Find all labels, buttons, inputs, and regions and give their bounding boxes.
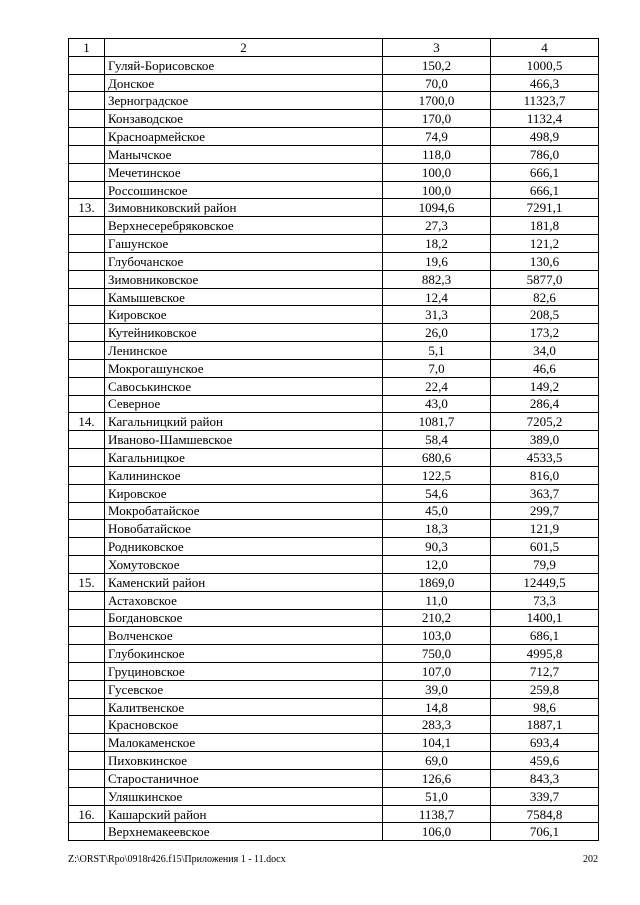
row-number <box>69 92 105 110</box>
table-row <box>69 431 599 449</box>
header-col-2: 2 <box>105 39 383 57</box>
value-col-3: 1700,0 <box>383 92 491 110</box>
value-col-4: 686,1 <box>491 627 599 645</box>
settlement-name: Кагальницкий район <box>105 413 383 431</box>
settlement-name: Каменский район <box>105 573 383 591</box>
row-number <box>69 662 105 680</box>
table-row <box>69 324 599 342</box>
table-row <box>69 199 599 217</box>
row-number <box>69 680 105 698</box>
settlement-name: Россошинское <box>105 181 383 199</box>
table-row <box>69 752 599 770</box>
row-number <box>69 645 105 663</box>
value-col-3: 680,6 <box>383 449 491 467</box>
settlement-name: Камышевское <box>105 288 383 306</box>
value-col-3: 51,0 <box>383 787 491 805</box>
value-col-3: 54,6 <box>383 484 491 502</box>
value-col-3: 104,1 <box>383 734 491 752</box>
table-row <box>69 520 599 538</box>
settlement-name: Родниковское <box>105 538 383 556</box>
value-col-3: 1081,7 <box>383 413 491 431</box>
value-col-4: 121,9 <box>491 520 599 538</box>
table-row <box>69 342 599 360</box>
row-number <box>69 484 105 502</box>
row-number <box>69 359 105 377</box>
row-number <box>69 556 105 574</box>
header-col-4: 4 <box>491 39 599 57</box>
value-col-4: 1400,1 <box>491 609 599 627</box>
settlement-name: Мечетинское <box>105 163 383 181</box>
row-number <box>69 520 105 538</box>
row-number <box>69 342 105 360</box>
settlement-name: Зимовниковский район <box>105 199 383 217</box>
value-col-4: 1887,1 <box>491 716 599 734</box>
table-row <box>69 359 599 377</box>
value-col-3: 74,9 <box>383 128 491 146</box>
value-col-3: 31,3 <box>383 306 491 324</box>
table-row <box>69 716 599 734</box>
row-number <box>69 270 105 288</box>
settlement-name: Новобатайское <box>105 520 383 538</box>
value-col-4: 498,9 <box>491 128 599 146</box>
value-col-4: 98,6 <box>491 698 599 716</box>
table-row <box>69 145 599 163</box>
settlement-name: Верхнемакеевское <box>105 823 383 841</box>
table-row <box>69 591 599 609</box>
settlement-name: Гуляй-Борисовское <box>105 56 383 74</box>
row-number <box>69 163 105 181</box>
row-number <box>69 752 105 770</box>
row-number <box>69 324 105 342</box>
row-number <box>69 306 105 324</box>
settlement-name: Кашарский район <box>105 805 383 823</box>
settlement-name: Красноармейское <box>105 128 383 146</box>
table-row <box>69 573 599 591</box>
settlement-name: Савоськинское <box>105 377 383 395</box>
row-number <box>69 288 105 306</box>
table-row <box>69 538 599 556</box>
row-number <box>69 235 105 253</box>
settlement-name: Груциновское <box>105 662 383 680</box>
value-col-4: 259,8 <box>491 680 599 698</box>
value-col-4: 12449,5 <box>491 573 599 591</box>
value-col-3: 12,0 <box>383 556 491 574</box>
value-col-3: 107,0 <box>383 662 491 680</box>
table-header-row <box>69 39 599 57</box>
settlement-name: Богдановское <box>105 609 383 627</box>
value-col-4: 79,9 <box>491 556 599 574</box>
value-col-4: 4995,8 <box>491 645 599 663</box>
value-col-4: 7291,1 <box>491 199 599 217</box>
value-col-3: 69,0 <box>383 752 491 770</box>
table-row <box>69 56 599 74</box>
value-col-3: 14,8 <box>383 698 491 716</box>
table-row <box>69 449 599 467</box>
value-col-3: 26,0 <box>383 324 491 342</box>
value-col-3: 100,0 <box>383 181 491 199</box>
row-number: 16. <box>69 805 105 823</box>
table-row <box>69 128 599 146</box>
settlement-name: Кировское <box>105 484 383 502</box>
row-number <box>69 110 105 128</box>
value-col-4: 389,0 <box>491 431 599 449</box>
value-col-3: 7,0 <box>383 359 491 377</box>
settlement-name: Манычское <box>105 145 383 163</box>
settlement-name: Пиховкинское <box>105 752 383 770</box>
value-col-4: 1132,4 <box>491 110 599 128</box>
row-number <box>69 538 105 556</box>
value-col-3: 70,0 <box>383 74 491 92</box>
value-col-3: 122,5 <box>383 466 491 484</box>
value-col-3: 19,6 <box>383 252 491 270</box>
value-col-3: 12,4 <box>383 288 491 306</box>
value-col-3: 5,1 <box>383 342 491 360</box>
row-number <box>69 627 105 645</box>
settlement-name: Кутейниковское <box>105 324 383 342</box>
table-row <box>69 217 599 235</box>
value-col-3: 283,3 <box>383 716 491 734</box>
value-col-3: 100,0 <box>383 163 491 181</box>
value-col-4: 786,0 <box>491 145 599 163</box>
budget-table <box>68 38 599 841</box>
settlement-name: Малокаменское <box>105 734 383 752</box>
value-col-3: 126,6 <box>383 769 491 787</box>
table-row <box>69 288 599 306</box>
table-row <box>69 734 599 752</box>
value-col-4: 466,3 <box>491 74 599 92</box>
settlement-name: Зимовниковское <box>105 270 383 288</box>
table-row <box>69 252 599 270</box>
value-col-4: 4533,5 <box>491 449 599 467</box>
value-col-3: 90,3 <box>383 538 491 556</box>
value-col-4: 149,2 <box>491 377 599 395</box>
settlement-name: Гашунское <box>105 235 383 253</box>
row-number <box>69 823 105 841</box>
value-col-3: 45,0 <box>383 502 491 520</box>
row-number: 13. <box>69 199 105 217</box>
value-col-4: 130,6 <box>491 252 599 270</box>
value-col-4: 1000,5 <box>491 56 599 74</box>
value-col-4: 173,2 <box>491 324 599 342</box>
value-col-3: 18,2 <box>383 235 491 253</box>
row-number <box>69 734 105 752</box>
value-col-4: 121,2 <box>491 235 599 253</box>
settlement-name: Глубочанское <box>105 252 383 270</box>
settlement-name: Волченское <box>105 627 383 645</box>
value-col-4: 7584,8 <box>491 805 599 823</box>
value-col-3: 43,0 <box>383 395 491 413</box>
row-number: 15. <box>69 573 105 591</box>
row-number <box>69 74 105 92</box>
value-col-3: 170,0 <box>383 110 491 128</box>
table-row <box>69 110 599 128</box>
value-col-3: 11,0 <box>383 591 491 609</box>
row-number <box>69 56 105 74</box>
value-col-4: 843,3 <box>491 769 599 787</box>
value-col-3: 22,4 <box>383 377 491 395</box>
row-number <box>69 716 105 734</box>
settlement-name: Зерноградское <box>105 92 383 110</box>
value-col-3: 39,0 <box>383 680 491 698</box>
table-row <box>69 270 599 288</box>
row-number <box>69 217 105 235</box>
settlement-name: Кагальницкое <box>105 449 383 467</box>
value-col-4: 706,1 <box>491 823 599 841</box>
value-col-4: 666,1 <box>491 181 599 199</box>
settlement-name: Хомутовское <box>105 556 383 574</box>
value-col-4: 666,1 <box>491 163 599 181</box>
value-col-3: 882,3 <box>383 270 491 288</box>
value-col-3: 1869,0 <box>383 573 491 591</box>
table-row <box>69 377 599 395</box>
settlement-name: Уляшкинское <box>105 787 383 805</box>
settlement-name: Конзаводское <box>105 110 383 128</box>
value-col-4: 712,7 <box>491 662 599 680</box>
row-number <box>69 252 105 270</box>
row-number <box>69 466 105 484</box>
settlement-name: Глубокинское <box>105 645 383 663</box>
table-row <box>69 698 599 716</box>
value-col-4: 11323,7 <box>491 92 599 110</box>
value-col-3: 106,0 <box>383 823 491 841</box>
value-col-4: 34,0 <box>491 342 599 360</box>
settlement-name: Гусевское <box>105 680 383 698</box>
row-number <box>69 128 105 146</box>
table-row <box>69 609 599 627</box>
row-number <box>69 145 105 163</box>
value-col-3: 750,0 <box>383 645 491 663</box>
value-col-4: 46,6 <box>491 359 599 377</box>
value-col-4: 363,7 <box>491 484 599 502</box>
value-col-4: 7205,2 <box>491 413 599 431</box>
settlement-name: Мокробатайское <box>105 502 383 520</box>
settlement-name: Верхнесеребряковское <box>105 217 383 235</box>
value-col-3: 1138,7 <box>383 805 491 823</box>
table-row <box>69 92 599 110</box>
table-row <box>69 556 599 574</box>
table-row <box>69 769 599 787</box>
table-row <box>69 413 599 431</box>
value-col-3: 27,3 <box>383 217 491 235</box>
table-row <box>69 645 599 663</box>
value-col-4: 286,4 <box>491 395 599 413</box>
settlement-name: Кировское <box>105 306 383 324</box>
value-col-4: 181,8 <box>491 217 599 235</box>
settlement-name: Калитвенское <box>105 698 383 716</box>
table-row <box>69 627 599 645</box>
settlement-name: Старостаничное <box>105 769 383 787</box>
row-number <box>69 377 105 395</box>
table-row <box>69 306 599 324</box>
settlement-name: Астаховское <box>105 591 383 609</box>
settlement-name: Донское <box>105 74 383 92</box>
table-row <box>69 395 599 413</box>
table-row <box>69 466 599 484</box>
row-number <box>69 181 105 199</box>
value-col-3: 18,3 <box>383 520 491 538</box>
value-col-4: 5877,0 <box>491 270 599 288</box>
settlement-name: Калининское <box>105 466 383 484</box>
table-row <box>69 662 599 680</box>
settlement-name: Иваново-Шамшевское <box>105 431 383 449</box>
value-col-3: 103,0 <box>383 627 491 645</box>
value-col-4: 73,3 <box>491 591 599 609</box>
table-row <box>69 680 599 698</box>
table-row <box>69 502 599 520</box>
table-row <box>69 823 599 841</box>
row-number <box>69 395 105 413</box>
settlement-name: Мокрогашунское <box>105 359 383 377</box>
table-row <box>69 805 599 823</box>
table-row <box>69 74 599 92</box>
value-col-4: 299,7 <box>491 502 599 520</box>
row-number <box>69 698 105 716</box>
settlement-name: Красновское <box>105 716 383 734</box>
table-row <box>69 181 599 199</box>
row-number: 14. <box>69 413 105 431</box>
table-row <box>69 484 599 502</box>
settlement-name: Ленинское <box>105 342 383 360</box>
value-col-4: 693,4 <box>491 734 599 752</box>
value-col-3: 58,4 <box>383 431 491 449</box>
value-col-4: 208,5 <box>491 306 599 324</box>
table-row <box>69 163 599 181</box>
value-col-4: 339,7 <box>491 787 599 805</box>
row-number <box>69 591 105 609</box>
row-number <box>69 449 105 467</box>
value-col-3: 210,2 <box>383 609 491 627</box>
page-number: 202 <box>583 854 598 865</box>
row-number <box>69 502 105 520</box>
table-body <box>69 56 599 840</box>
value-col-4: 459,6 <box>491 752 599 770</box>
value-col-3: 118,0 <box>383 145 491 163</box>
header-col-3: 3 <box>383 39 491 57</box>
settlement-name: Северное <box>105 395 383 413</box>
row-number <box>69 787 105 805</box>
value-col-4: 601,5 <box>491 538 599 556</box>
value-col-3: 150,2 <box>383 56 491 74</box>
table-row <box>69 235 599 253</box>
row-number <box>69 609 105 627</box>
row-number <box>69 431 105 449</box>
table-row <box>69 787 599 805</box>
header-col-1: 1 <box>69 39 105 57</box>
value-col-3: 1094,6 <box>383 199 491 217</box>
value-col-4: 82,6 <box>491 288 599 306</box>
value-col-4: 816,0 <box>491 466 599 484</box>
footer-file-path: Z:\ORST\Rpo\0918r426.f15\Приложения 1 - 11.docx <box>68 854 286 865</box>
row-number <box>69 769 105 787</box>
